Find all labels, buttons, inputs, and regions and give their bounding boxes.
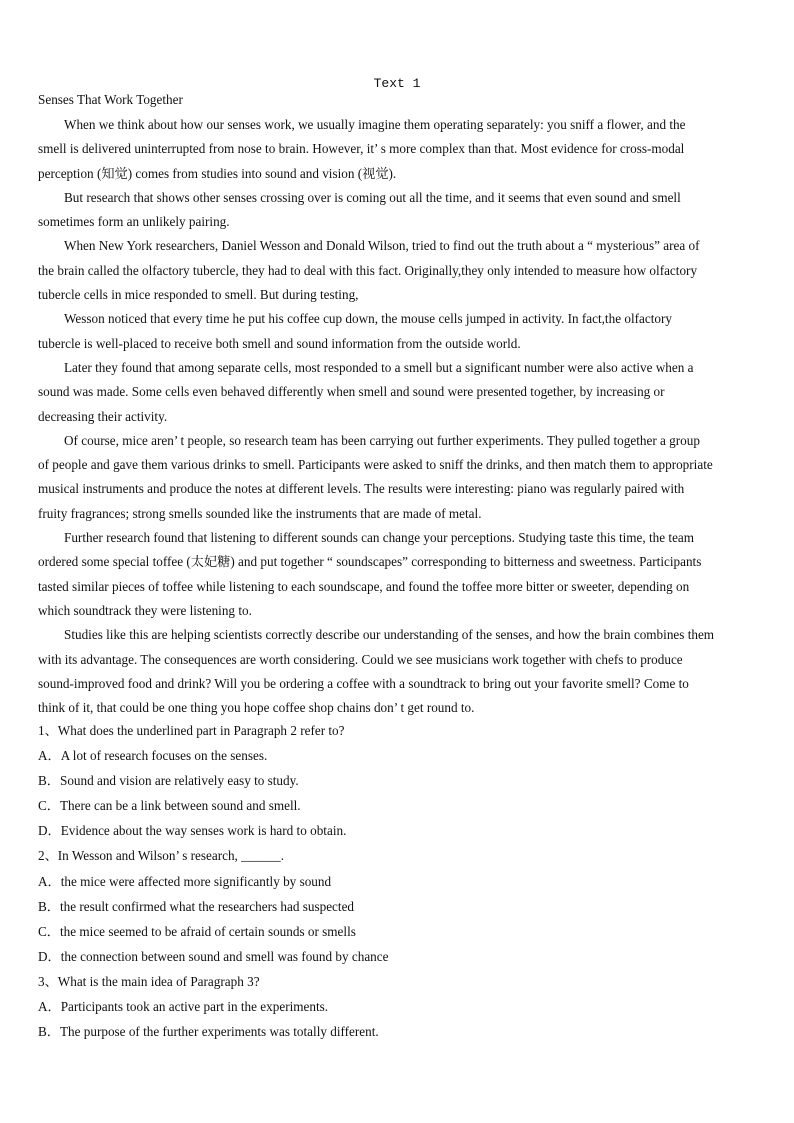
- paragraph-line: smell is delivered uninterrupted from nose to brain. However, it’ s more complex than that. Most evidence for cross-modal: [38, 141, 685, 157]
- answer-option: C．the mice seemed to be afraid of certain sounds or smells: [38, 923, 356, 939]
- paragraph: [38, 115, 758, 188]
- question-stem: 2、In Wesson and Wilson’ s research, ______.: [38, 848, 284, 864]
- paragraph-line: of people and gave them various drinks to smell. Participants were asked to sniff the drinks, and then match them to appropriate: [38, 457, 713, 473]
- paragraph-line: ordered some special toffee (太妃糖) and put together “ soundscapes” corresponding to bitterness and sweetness. Participants: [38, 554, 702, 570]
- paragraph-line: sound was made. Some cells even behaved differently when smell and sound were presented together, by increasing or: [38, 384, 665, 400]
- paragraph-line: When New York researchers, Daniel Wesson and Donald Wilson, tried to find out the truth about a “ mysterious” area of: [64, 238, 700, 254]
- paragraph-line: sound-improved food and drink? Will you be ordering a coffee with a soundtrack to bring out your favorite smell? Come to: [38, 675, 689, 691]
- paragraph-line: perception (知觉) comes from studies into sound and vision (视觉).: [38, 165, 397, 181]
- paragraph-line: Later they found that among separate cells, most responded to a smell but a significant number were also active when a: [64, 359, 694, 375]
- answer-option: A．A lot of research focuses on the senses.: [38, 748, 268, 764]
- answer-option: B．the result confirmed what the researchers had suspected: [38, 898, 355, 914]
- paragraph-line: tubercle is well-placed to receive both smell and sound information from the outside world.: [38, 335, 521, 351]
- paragraph-line: Wesson noticed that every time he put his coffee cup down, the mouse cells jumped in activity. In fact,the olfactory: [64, 311, 672, 327]
- question: [38, 721, 758, 846]
- article-body: [38, 115, 758, 722]
- article-heading: Senses That Work Together: [38, 92, 183, 107]
- paragraph: [38, 188, 758, 237]
- question-stem: 1、What does the underlined part in Paragraph 2 refer to?: [38, 723, 345, 738]
- paragraph: [38, 528, 758, 625]
- paragraph-line: But research that shows other senses crossing over is coming out all the time, and it seems that even sound and smell: [64, 189, 681, 205]
- paragraph-line: Further research found that listening to different sounds can change your perceptions. Studying taste this time, the team: [64, 530, 695, 546]
- paragraph-line: When we think about how our senses work, we usually imagine them operating separately: you sniff a flower, and the: [64, 117, 686, 132]
- answer-option: A．Participants took an active part in the experiments.: [38, 999, 329, 1015]
- paragraph-line: with its advantage. The consequences are worth considering. Could we see musicians work together with chefs to produce: [38, 651, 683, 667]
- paragraph: [38, 236, 758, 309]
- paragraph-line: which soundtrack they were listening to.: [38, 602, 252, 618]
- paragraph-line: Studies like this are helping scientists correctly describe our understanding of the senses, and how the brain combines them: [64, 627, 715, 643]
- paragraph-line: musical instruments and produce the notes at different levels. The results were interesting: piano was regularly paired with: [38, 481, 685, 497]
- answer-option: B．Sound and vision are relatively easy to study.: [38, 773, 299, 789]
- answer-option: D．the connection between sound and smell was found by chance: [38, 948, 389, 964]
- paragraph: [38, 358, 758, 431]
- paragraph-line: tubercle cells in mice responded to smell. But during testing,: [38, 287, 359, 303]
- question: [38, 846, 758, 971]
- paragraph: [38, 625, 758, 722]
- paragraph-line: Of course, mice aren’ t people, so research team has been carrying out further experiments. They pulled together a group: [64, 432, 700, 448]
- paragraph-line: the brain called the olfactory tubercle, they had to deal with this fact. Originally,they only intended to measure how olfactory: [38, 262, 698, 278]
- paragraph-line: think of it, that could be one thing you hope coffee shop chains don’ t get round to.: [38, 700, 475, 716]
- question-stem: 3、What is the main idea of Paragraph 3?: [38, 973, 260, 989]
- paragraph-line: sometimes form an unlikely pairing.: [38, 214, 230, 230]
- answer-option: C．There can be a link between sound and smell.: [38, 798, 301, 814]
- document-title: Text 1: [373, 76, 421, 91]
- paragraph-line: fruity fragrances; strong smells sounded like the instruments that are made of metal.: [38, 505, 482, 521]
- answer-option: D．Evidence about the way senses work is hard to obtain.: [38, 823, 347, 839]
- answer-option: B．The purpose of the further experiments was totally different.: [38, 1024, 379, 1040]
- paragraph-line: tasted similar pieces of toffee while listening to each soundscape, and found the toffee more bitter or sweeter, depending on: [38, 578, 690, 594]
- questions-section: [38, 721, 758, 1047]
- paragraph: [38, 431, 758, 528]
- paragraph: [38, 309, 758, 358]
- question: [38, 972, 758, 1047]
- answer-option: A．the mice were affected more significantly by sound: [38, 873, 332, 889]
- paragraph-line: decreasing their activity.: [38, 408, 168, 424]
